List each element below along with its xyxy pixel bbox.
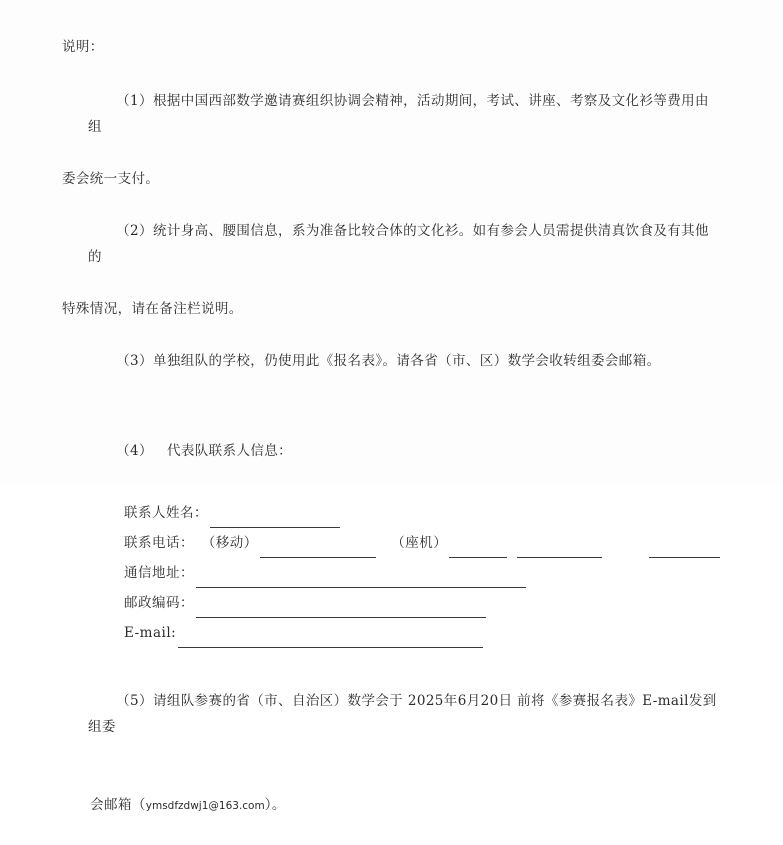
paragraph-4 bbox=[62, 412, 722, 490]
paragraph-1-line-1 bbox=[62, 62, 722, 166]
mailing-address-row bbox=[124, 558, 722, 588]
postal-code-row bbox=[124, 588, 722, 618]
paragraph-3-text-line-1: 单独组队的学校，仍使用此《报名表》。请各省（市、区）数学会收转组委会邮箱。 bbox=[152, 353, 661, 369]
contact-phone-mobile-label: （移动） bbox=[201, 535, 258, 551]
contact-phone-mobile-input[interactable] bbox=[260, 542, 376, 558]
paragraph-3-line-1 bbox=[62, 322, 722, 400]
mailing-address-input[interactable] bbox=[196, 572, 526, 588]
paragraph-5-text-line-2-prefix: 会邮箱（ bbox=[90, 797, 146, 813]
contact-fields bbox=[62, 498, 722, 648]
paragraph-5-line-2 bbox=[62, 766, 722, 845]
contact-phone-row bbox=[124, 528, 722, 558]
contact-phone-landline-input-1[interactable] bbox=[449, 542, 507, 558]
paragraph-2-line-2: 特殊情况，请在备注栏说明。 bbox=[62, 301, 243, 317]
postal-code-label: 邮政编码： bbox=[124, 595, 194, 611]
section-heading: 说明： bbox=[62, 39, 104, 55]
paragraph-5-text-line-2-suffix: ）。 bbox=[264, 797, 286, 813]
contact-name-label: 联系人姓名： bbox=[124, 505, 208, 521]
contact-name-input[interactable] bbox=[210, 512, 340, 528]
mailing-address-label: 通信地址： bbox=[124, 565, 194, 581]
paragraph-5-text-line-1: 请组队参赛的省（市、自治区）数学会于 2025年6月20日 前将《参赛报名表》E-mail发到组委 bbox=[88, 693, 717, 735]
paragraph-1-line-2: 委会统一支付。 bbox=[62, 171, 160, 187]
paragraph-2-line-1 bbox=[62, 192, 722, 296]
contact-phone-landline-input-3[interactable] bbox=[649, 542, 721, 558]
paragraph-3-marker: （3） bbox=[116, 353, 153, 369]
contact-name-row bbox=[124, 498, 722, 528]
paragraph-1-marker: （1） bbox=[116, 93, 153, 109]
postal-code-input[interactable] bbox=[196, 602, 486, 618]
document-body bbox=[62, 34, 722, 845]
paragraph-4-marker: （4） bbox=[116, 443, 153, 459]
contact-phone-landline-input-2[interactable] bbox=[517, 542, 602, 558]
paragraph-2-text-line-1: 统计身高、腰围信息，系为准备比较合体的文化衫。如有参会人员需提供清真饮食及有其他的 bbox=[88, 223, 709, 265]
paragraph-2-marker: （2） bbox=[116, 223, 153, 239]
paragraph-5-marker: （5） bbox=[116, 693, 153, 709]
contact-phone-label: 联系电话： bbox=[124, 535, 194, 551]
contact-phone-landline-label: （座机） bbox=[391, 535, 448, 551]
email-input[interactable] bbox=[178, 632, 483, 648]
paragraph-1-text-line-1: 根据中国西部数学邀请赛组织协调会精神，活动期间，考试、讲座、考察及文化衫等费用由组 bbox=[88, 93, 709, 135]
paragraph-5-line-1 bbox=[62, 662, 722, 766]
paragraph-4-text: 代表队联系人信息： bbox=[166, 443, 293, 459]
email-row bbox=[124, 618, 722, 648]
committee-email: ymsdfzdwj1@163.com bbox=[145, 800, 265, 812]
email-label: E-mail: bbox=[124, 625, 177, 641]
